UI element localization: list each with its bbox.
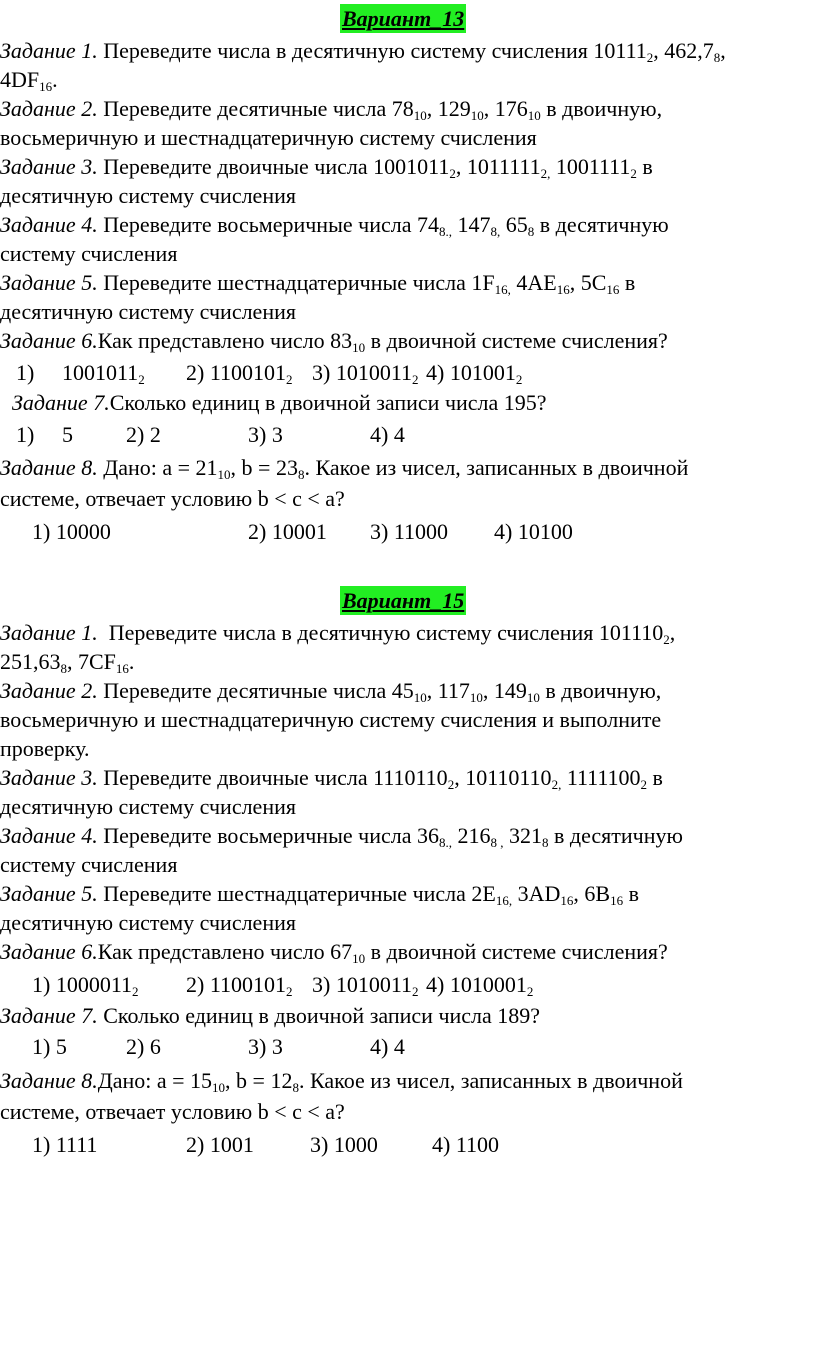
option-1: 1) 5 <box>32 1034 67 1059</box>
v15-task-8-cont: системе, отвечает условию b < c < a? <box>0 1099 345 1124</box>
option-3: 3) 11000 <box>370 519 449 544</box>
v15-task-6: Задание 6.Как представлено число $67_{10}$ в двоичной системе счисления? <box>0 939 668 966</box>
v13-task-2-cont: восьмеричную и шестнадцатеричную систему счисления <box>0 125 537 150</box>
v13-task-8-cont: системе, отвечает условию b < c < a? <box>0 486 345 511</box>
option-4: 4) 4 <box>370 422 405 447</box>
task-label: Задание 2. <box>0 96 98 121</box>
option-1: 1) 1111 <box>32 1132 98 1157</box>
task-label: Задание 3. <box>0 765 98 790</box>
v13-task-3: Задание 3. Переведите двоичные числа $1001011_2$, $1011111_{2,}$ $1001111_2$ в <box>0 154 653 181</box>
v15-task-4: Задание 4. Переведите восьмеричные числа $36_{8.,}$ $216_{8 ,}$ $321_8$ в десятичную <box>0 823 683 850</box>
option-number: 1) <box>16 360 35 385</box>
v15-task-2-cont2: проверку. <box>0 736 90 761</box>
v15-task-3-cont: десятичную систему счисления <box>0 794 296 819</box>
v15-task-2: Задание 2. Переведите десятичные числа $45_{10}$, $117_{10}$, $149_{10}$ в двоичную, <box>0 678 662 705</box>
option-4: 4) $1010001_2$ <box>426 972 534 999</box>
task-label: Задание 8. <box>0 1068 98 1093</box>
v15-task-1-cont: $251,63_8$, $7CF_{16}$. <box>0 649 135 676</box>
option-1: 1) $1000011_2$ <box>32 972 139 999</box>
v15-task-8: Задание 8.Дано: $а = 15_{10}$, $b = 12_8$. Какое из чисел, записанных в двоичной <box>0 1068 683 1095</box>
v13-task-5-cont: десятичную систему счисления <box>0 299 296 324</box>
v13-task-1-cont: $4DF_{16}$. <box>0 67 58 94</box>
option-1: $1001011_2$ <box>62 360 145 387</box>
option-number: 1) <box>16 422 35 447</box>
v13-task-4: Задание 4. Переведите восьмеричные числа $74_{8.,}$ $147_{8,}$ $65_8$ в десятичную <box>0 212 669 239</box>
option-2: 2) 6 <box>126 1034 161 1059</box>
v15-task-5: Задание 5. Переведите шестнадцатеричные числа $2E_{16,}$ $3AD_{16}$, $6B_{16}$ в <box>0 881 639 908</box>
v13-task-5: Задание 5. Переведите шестнадцатеричные числа $1F_{16,}$ $4AE_{16}$, $5C_{16}$ в <box>0 270 636 297</box>
option-4: 4) 10100 <box>494 519 573 544</box>
task-label: Задание 6. <box>0 939 98 964</box>
option-3: 3) $1010011_2$ <box>312 972 419 999</box>
option-3: 3) 1000 <box>310 1132 378 1157</box>
task-label: Задание 3. <box>0 154 98 179</box>
option-2: 2) $1100101_2$ <box>186 360 293 387</box>
option-1: 1) 10000 <box>32 519 111 544</box>
option-3: 3) 3 <box>248 1034 283 1059</box>
v15-task-4-cont: систему счисления <box>0 852 178 877</box>
variant-13-title: Вариант_13 <box>342 6 465 31</box>
v13-task-6: Задание 6.Как представлено число $83_{10}$ в двоичной системе счисления? <box>0 328 668 355</box>
option-4: 4) 4 <box>370 1034 405 1059</box>
task-label: Задание 7. <box>0 1003 98 1028</box>
v15-task-1: Задание 1. Переведите числа в десятичную систему счисления $101110_2$, <box>0 620 676 647</box>
v13-task-4-cont: систему счисления <box>0 241 178 266</box>
v13-task-2: Задание 2. Переведите десятичные числа $78_{10}$, $129_{10}$, $176_{10}$ в двоичную, <box>0 96 663 123</box>
option-2: 2) 2 <box>126 422 161 447</box>
task-label: Задание 4. <box>0 823 98 848</box>
task-label: Задание 1. <box>0 620 98 645</box>
v13-task-3-cont: десятичную систему счисления <box>0 183 296 208</box>
v15-task-7: Задание 7. Сколько единиц в двоичной записи числа 189? <box>0 1003 541 1028</box>
option-3: 3) $1010011_2$ <box>312 360 419 387</box>
v15-task-5-cont: десятичную систему счисления <box>0 910 296 935</box>
v13-task-1: Задание 1. Переведите числа в десятичную систему счисления $10111_2$, $462,7_8$, <box>0 38 726 65</box>
option-4: 4) $101001_2$ <box>426 360 523 387</box>
v15-task-2-cont: восьмеричную и шестнадцатеричную систему счисления и выполните <box>0 707 662 732</box>
task-label: Задание 5. <box>0 881 98 906</box>
task-label: Задание 2. <box>0 678 98 703</box>
v13-task-7: Задание 7.Сколько единиц в двоичной записи числа 195? <box>12 390 547 415</box>
task-label: Задание 5. <box>0 270 98 295</box>
option-2: 2) $1100101_2$ <box>186 972 293 999</box>
task-label: Задание 8. <box>0 455 98 480</box>
option-4: 4) 1100 <box>432 1132 500 1157</box>
v13-task-8: Задание 8. Дано: $а = 21_{10}$, $b = 23_8$. Какое из чисел, записанных в двоичной <box>0 455 689 482</box>
task-label: Задание 6. <box>0 328 98 353</box>
task-label: Задание 7. <box>12 390 110 415</box>
task-label: Задание 1. <box>0 38 98 63</box>
v15-task-3: Задание 3. Переведите двоичные числа $1110110_2$, $10110110_{2,}$ $1111100_2$ в <box>0 765 663 792</box>
option-1: 5 <box>62 422 73 447</box>
option-2: 2) 1001 <box>186 1132 254 1157</box>
option-2: 2) 10001 <box>248 519 327 544</box>
task-label: Задание 4. <box>0 212 98 237</box>
option-3: 3) 3 <box>248 422 283 447</box>
variant-15-title: Вариант_15 <box>342 588 465 613</box>
